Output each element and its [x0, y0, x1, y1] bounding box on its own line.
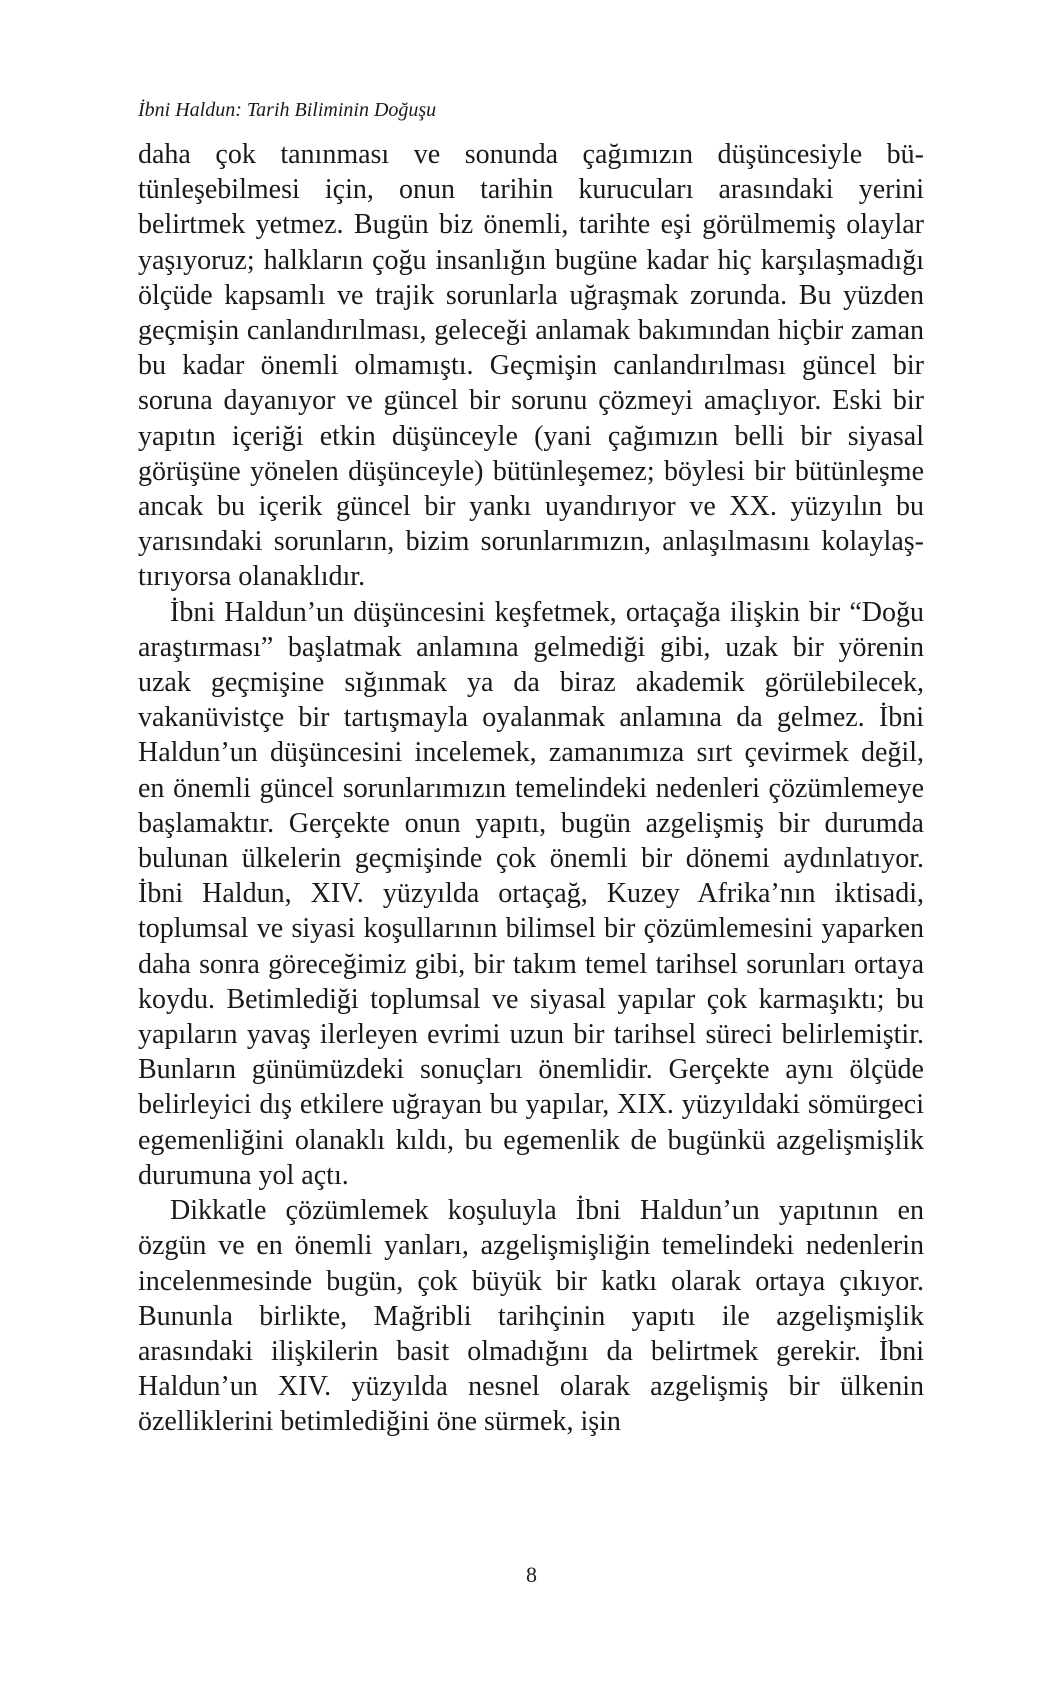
paragraph-3: Dikkatle çözümlemek koşuluyla İbni Haldun’un yapıtının en özgün ve en önemli yanları, azgelişmişliğin temelindeki nedenlerin incelenmesinde bugün, çok büyük bir katkı olarak ortaya çıkıyor. Bununla birlikte, Mağribli tarihçinin yapıtı ile azgelişmişlik arasındaki ilişkilerin basit olmadığını da belirtmek gerekir. İbni Haldun’un XIV. yüzyılda nesnel olarak azgelişmiş bir ülkenin özelliklerini betimlediğini öne sürmek, işin [138, 1195, 924, 1438]
page-number: 8 [526, 1562, 537, 1587]
paragraph-1: daha çok tanınması ve sonunda çağımızın düşüncesiyle bütünleşebilmesi için, onun tarihin kurucuları arasındaki yerini belirtmek yetmez. Bugün biz önemli, tarihte eşi görülmemiş olaylar yaşıyoruz; halkların çoğu insanlığın bugüne kadar hiç karşılaşmadığı ölçüde kapsamlı ve trajik sorunlarla uğraşmak zorunda. Bu yüzden geçmişin canlandırılması, geleceği anlamak bakımından hiçbir zaman bu kadar önemli olmamıştı. Geçmişin canlandırılması güncel bir soruna dayanıyor ve güncel bir sorunu çözmeyi amaçlıyor. Eski bir yapıtın içeriği etkin düşünceyle (yani çağımızın belli bir siyasal görüşüne yönelen düşünceyle) bütünleşemez; böylesi bir bütünleşme ancak bu içerik güncel bir yankı uyandırıyor ve XX. yüzyılın bu yarısındaki sorunların, bizim sorunlarımızın, anlaşılmasını kolaylaştırıyorsa olanaklıdır. [138, 139, 924, 593]
running-header: İbni Haldun: Tarih Biliminin Doğuşu [138, 99, 437, 121]
paragraph-2: İbni Haldun’un düşüncesini keşfetmek, ortaçağa ilişkin bir “Doğu araştırması” başlatmak anlamına gelmediği gibi, uzak bir yörenin uzak geçmişine sığınmak ya da biraz akademik görülebilecek, vakanüvistçe bir tartışmayla oyalanmak anlamına da gelmez. İbni Haldun’un düşüncesini incelemek, zamanımıza sırt çevirmek değil, en önemli güncel sorunlarımızın temelindeki nedenleri çözümlemeye başlamaktır. Gerçekte onun yapıtı, bugün azgelişmiş bir durumda bulunan ülkelerin geçmişinde çok önemli bir dönemi aydınlatıyor. İbni Haldun, XIV. yüzyılda ortaçağ, Kuzey Afrika’nın iktisadi, toplumsal ve siyasi koşullarının bilimsel bir çözümlemesini yaparken daha sonra göreceğimiz gibi, bir takım temel tarihsel sorunları ortaya koydu. Betimlediği toplumsal ve siyasal yapılar çok karmaşıktı; bu yapıların yavaş ilerleyen evrimi uzun bir tarihsel süreci belirlemiştir. Bunların günümüzdeki sonuçları önemlidir. Gerçekte aynı ölçüde belirleyici dış etkilere uğrayan bu yapılar, XIX. yüzyıldaki sömürgeci egemenliğini olanaklı kıldı, bu egemenlik de bugünkü azgelişmişlik durumuna yol açtı. [138, 596, 924, 1191]
body-text [138, 137, 924, 1440]
